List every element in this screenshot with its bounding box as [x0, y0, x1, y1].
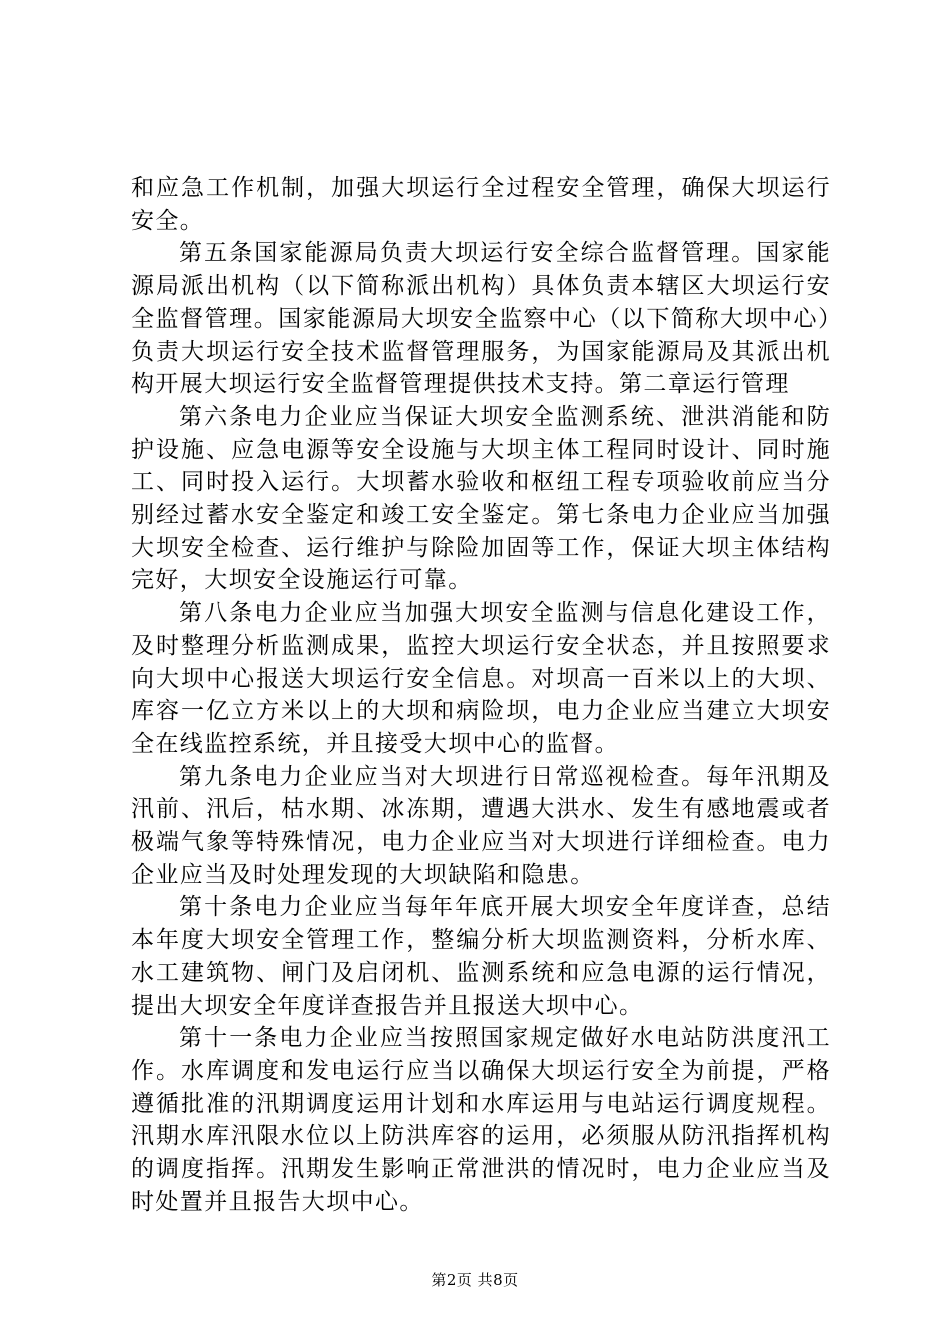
paragraph-line: 第九条电力企业应当对大坝进行日常巡视检查。每年汛期 — [179, 763, 807, 790]
document-body — [131, 172, 831, 1219]
paragraph-line: 严格遵循批准的汛期调度运用计划和水库运用与电站运行调度 — [131, 1057, 831, 1117]
paragraph-line: 企业应当及时处置并且报告大坝中心。 — [131, 1156, 832, 1215]
paragraph — [131, 401, 831, 597]
paragraph-line: 应当分别经过蓄水安全鉴定和竣工安全鉴定。第七条电力企业 — [131, 469, 832, 529]
paragraph — [131, 172, 831, 237]
paragraph-line: 规程。汛期水库汛限水位以上防洪库容的运用，必须服从防汛 — [131, 1090, 832, 1150]
paragraph-line: 应当加强大坝安全检查、运行维护与除险加固等工作，保证大 — [131, 502, 831, 561]
paragraph-line: 结本年度大坝安全管理工作，整编分析大坝监测资料，分析水 — [131, 894, 831, 954]
paragraph-line: 电力企业应当及时处理发现的大坝缺陷和隐患。 — [131, 829, 831, 888]
paragraph-line: 和应急工作机制，加强大坝运行全过程安全管理，确保大坝运 — [131, 175, 807, 201]
paragraph-line: 防护设施、应急电源等安全设施与大坝主体工程同时设计、同 — [131, 403, 831, 463]
page-footer: 第2页 共8页 — [431, 1271, 519, 1289]
paragraph-line: 情况，提出大坝安全年度详查报告并且报送大坝中心。 — [131, 959, 832, 1019]
paragraph-line: 及时整理分析监测成果，监控大坝运行安全状态，并且按照要 — [131, 632, 807, 659]
paragraph — [131, 237, 831, 401]
paragraph-line: 坝中心）负责大坝运行安全技术监督管理服务，为国家能源局 — [131, 305, 832, 365]
paragraph — [131, 891, 831, 1022]
paragraph-line: 坝、库容一亿立方米以上的大坝和病险坝，电力企业应当建立 — [131, 665, 831, 725]
paragraph — [131, 597, 831, 761]
paragraph-line: 大坝安全在线监控系统，并且接受大坝中心的监督。 — [131, 698, 832, 757]
paragraph-line: 求向大坝中心报送大坝运行安全信息。对坝高一百米以上的大 — [131, 632, 831, 692]
paragraph-line: 能源局派出机构（以下简称派出机构）具体负责本辖区大坝运 — [131, 240, 831, 300]
paragraph-line: 行安全监督管理。国家能源局大坝安全监察中心（以下简称大 — [131, 273, 831, 332]
paragraph-line: 及汛前、汛后，枯水期、冰冻期，遭遇大洪水、发生有感地震 — [131, 763, 831, 823]
paragraph-line: 工作。水库调度和发电运行应当以确保大坝运行安全为前提， — [131, 1025, 831, 1084]
paragraph-line: 坝主体结构完好，大坝安全设施运行可靠。 — [131, 534, 832, 594]
paragraph-line: 或者极端气象等特殊情况，电力企业应当对大坝进行详细检查。 — [131, 796, 831, 856]
paragraph — [131, 1022, 831, 1218]
paragraph-line: 第五条国家能源局负责大坝运行安全综合监督管理。国家 — [179, 240, 807, 267]
paragraph-line: 时施工、同时投入运行。大坝蓄水验收和枢纽工程专项验收前 — [131, 436, 831, 496]
paragraph-line: 第十条电力企业应当每年年底开展大坝安全年度详查，总 — [179, 894, 807, 921]
paragraph-line: 第八条电力企业应当加强大坝安全监测与信息化建设工作， — [179, 600, 831, 627]
paragraph-line: 行安全。 — [131, 175, 831, 234]
paragraph-line: 第十一条电力企业应当按照国家规定做好水电站防洪度汛 — [179, 1025, 807, 1052]
paragraph-line: 第六条电力企业应当保证大坝安全监测系统、泄洪消能和 — [179, 403, 807, 430]
paragraph — [131, 761, 831, 892]
paragraph-line: 章运行管理 — [667, 371, 790, 398]
paragraph-line: 库、水工建筑物、闸门及启闭机、监测系统和应急电源的运行 — [131, 927, 831, 986]
paragraph-line: 及其派出机构开展大坝运行安全监督管理提供技术支持。第二 — [131, 338, 832, 398]
paragraph-line: 指挥机构的调度指挥。汛期发生影响正常泄洪的情况时，电力 — [131, 1123, 831, 1183]
